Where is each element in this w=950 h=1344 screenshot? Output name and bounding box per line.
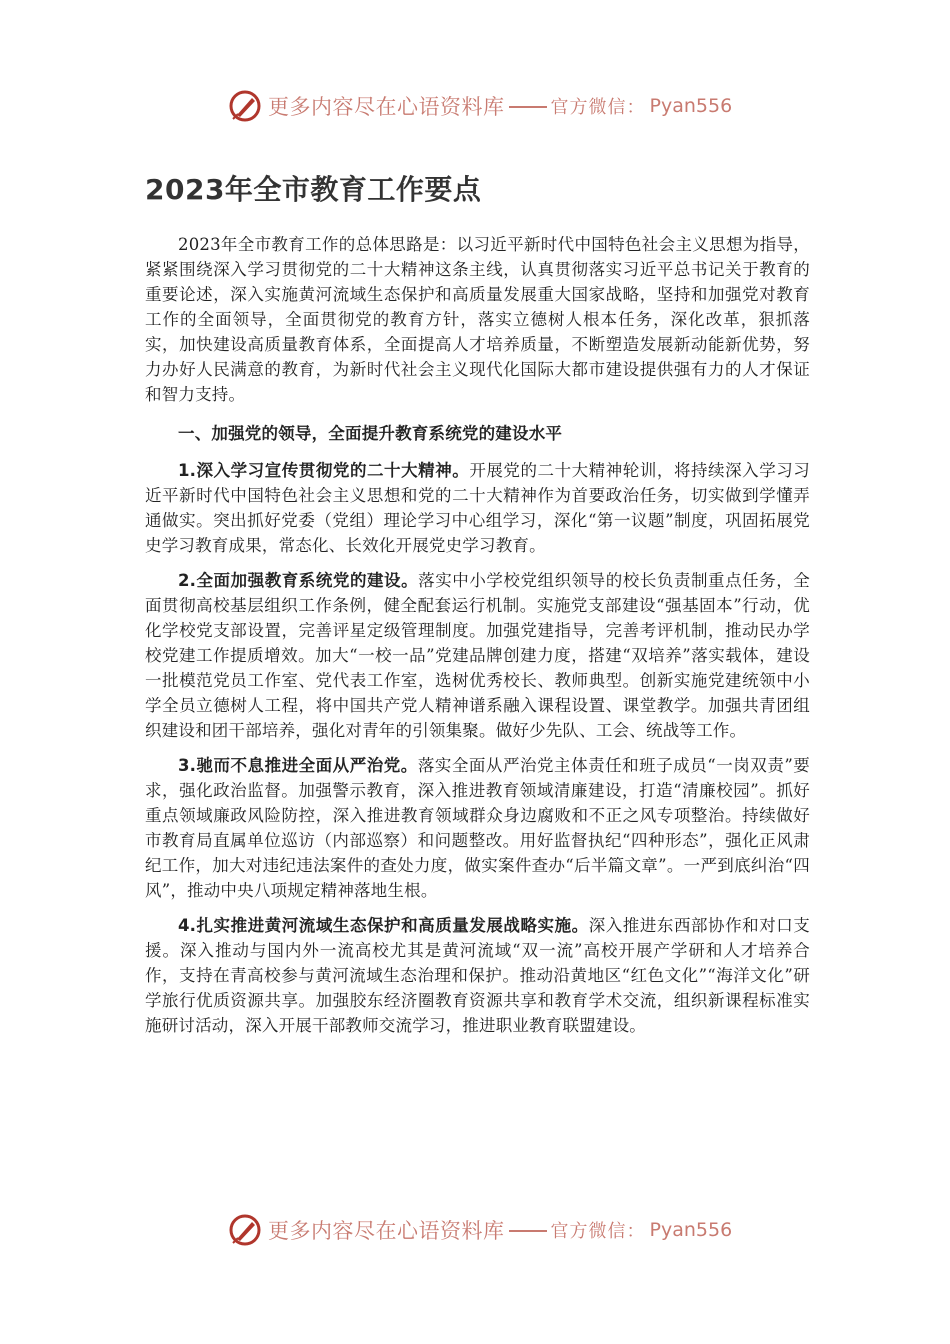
banner-wechat-id: Pyan556: [649, 95, 733, 117]
item-body-4: 深入推进东西部协作和对口支援。深入推动与国内外一流高校尤其是黄河流域“双一流”高校开展产学研和人才培养合作，支持在青高校参与黄河流域生态治理和保护。推动沿黄地区“红色文化”“海洋文化”研学旅行优质资源共享。加强胶东经济圈教育资源共享和教育学术交流，组织新课程标准实施研讨活动，深入开展干部教师交流学习，推进职业教育联盟建设。: [145, 916, 811, 1035]
banner-wechat-label: 官方微信：: [550, 1221, 646, 1242]
banner-wechat-id: Pyan556: [649, 1219, 733, 1241]
pen-circle-logo-icon: [228, 1213, 262, 1247]
banner-wechat-label: 官方微信：: [550, 97, 646, 118]
banner-brand-text: 更多内容尽在心语资料库: [268, 1219, 505, 1243]
pen-circle-logo-icon: [228, 89, 262, 123]
item-paragraph-4: [145, 913, 810, 1038]
section-heading-1: 一、加强党的领导，全面提升教育系统党的建设水平: [178, 424, 563, 443]
item-lead-4: 4.扎实推进黄河流域生态保护和高质量发展战略实施。: [178, 916, 589, 935]
item-paragraph-3: [145, 753, 810, 903]
item-paragraph-1: [145, 458, 810, 558]
document-body: [145, 168, 810, 1048]
item-body-2: 落实中小学校党组织领导的校长负责制重点任务，全面贯彻高校基层组织工作条例，健全配套运行机制。实施党支部建设“强基固本”行动，优化学校党支部设置，完善评星定级管理制度。加强党建指导，完善考评机制，推动民办学校党建工作提质增效。加大“一校一品”党建品牌创建力度，搭建“双培养”落实载体，建设一批模范党员工作室、党代表工作室，选树优秀校长、教师典型。创新实施党建统领中小学全员立德树人工程，将中国共产党人精神谱系融入课程设置、课堂教学。加强共青团组织建设和团干部培养，强化对青年的引领集聚。做好少先队、工会、统战等工作。: [145, 571, 810, 740]
item-body-3: 落实全面从严治党主体责任和班子成员“一岗双责”要求，强化政治监督。加强警示教育，深入推进教育领域清廉建设，打造“清廉校园”。抓好重点领域廉政风险防控，深入推进教育领域群众身边腐败和不正之风专项整治。持续做好市教育局直属单位巡访（内部巡察）和问题整改。用好监督执纪“四种形态”，强化正风肃纪工作，加大对违纪违法案件的查处力度，做实案件查办“后半篇文章”。一严到底纠治“四风”，推动中央八项规定精神落地生根。: [145, 756, 811, 900]
item-lead-1: 1.深入学习宣传贯彻党的二十大精神。: [178, 461, 470, 480]
document-title: 2023年全市教育工作要点: [145, 173, 482, 206]
footer-watermark-banner: [228, 1210, 732, 1250]
banner-dash: [509, 106, 547, 108]
item-lead-3: 3.驰而不息推进全面从严治党。: [178, 756, 418, 775]
item-paragraph-2: [145, 568, 810, 743]
banner-brand-text: 更多内容尽在心语资料库: [268, 95, 505, 119]
banner-dash: [509, 1230, 547, 1232]
item-lead-2: 2.全面加强教育系统党的建设。: [178, 571, 419, 590]
item-body-1: 开展党的二十大精神轮训，将持续深入学习习近平新时代中国特色社会主义思想和党的二十大精神作为首要政治任务，切实做到学懂弄通做实。突出抓好党委（党组）理论学习中心组学习，深化“第一议题”制度，巩固拓展党史学习教育成果，常态化、长效化开展党史学习教育。: [145, 461, 810, 555]
intro-paragraph: 2023年全市教育工作的总体思路是：以习近平新时代中国特色社会主义思想为指导，紧紧围绕深入学习贯彻党的二十大精神这条主线，认真贯彻落实习近平总书记关于教育的重要论述，深入实施黄河流域生态保护和高质量发展重大国家战略，坚持和加强党对教育工作的全面领导，全面贯彻党的教育方针，落实立德树人根本任务，深化改革，狠抓落实，加快建设高质量教育体系，全面提高人才培养质量，不断塑造发展新动能新优势，努力办好人民满意的教育，为新时代社会主义现代化国际大都市建设提供强有力的人才保证和智力支持。: [145, 235, 810, 404]
header-watermark-banner: [228, 86, 732, 126]
